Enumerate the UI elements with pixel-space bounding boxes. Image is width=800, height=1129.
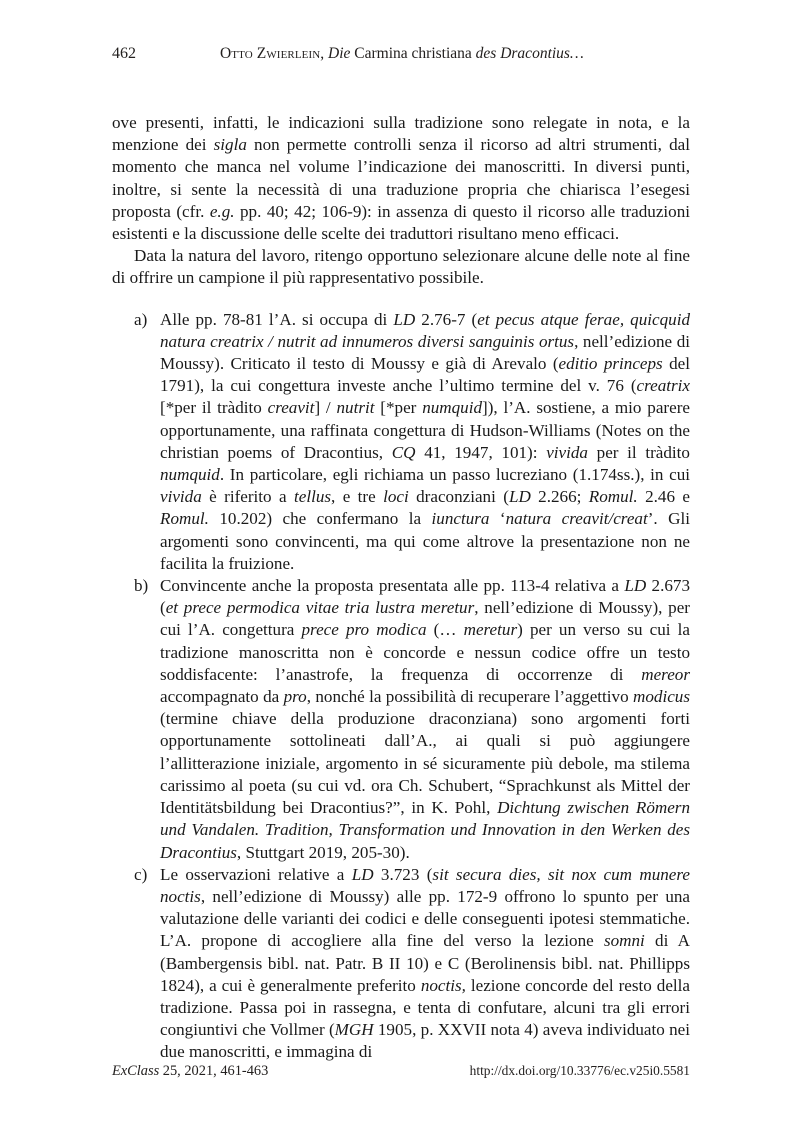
- footer-citation: [112, 1061, 268, 1081]
- list-b-run-12: , nonché la possibilità di recuperare l’aggettivo: [306, 687, 634, 707]
- paragraph-1-run-3: e.g.: [209, 201, 235, 221]
- running-head-author: Otto Zwierlein: [220, 45, 321, 62]
- list-a-run-19: numquid: [160, 465, 220, 485]
- list-a-run-35: natura creavit/creat: [505, 509, 648, 529]
- list-a-run-6: del 1791), la cui congettura investe anche l’ultimo termine del v. 76 (: [160, 354, 690, 396]
- list-item-body-c: [160, 864, 690, 1064]
- list-b-run-11: pro: [283, 687, 307, 707]
- list-a-run-2: 2.76-7 (: [415, 309, 478, 329]
- running-head-title-italic-1: Die: [328, 45, 355, 62]
- running-head-title-roman: Carmina christiana: [354, 45, 476, 62]
- body-text-column: [112, 112, 690, 1064]
- list-a-run-32: 10.202) che confermano la: [208, 509, 432, 529]
- list-item-body-a: [160, 309, 690, 575]
- list-b-run-15: Dichtung zwischen Römern und Vandalen. Tradition, Transformation und Innovation in den Werken des Dracontius: [160, 798, 690, 862]
- list-c-run-3: sit secura dies, sit nox cum munere noctis: [160, 864, 690, 906]
- list-a-run-26: draconziani (: [408, 487, 509, 507]
- body-paragraph-1: [112, 112, 690, 245]
- paragraph-1-run-4: pp. 40; 42; 106-9): in assenza di questo il ricorso alle traduzioni esistenti e la discussione delle scelte dei traduttori risultano meno efficaci.: [112, 201, 690, 244]
- list-b-run-14: (termine chiave della produzione draconziana) sono argomenti forti opportunamente sottolineati dall’A., ai quali si può aggiungere l’allitterazione iniziale, argomento in sé sicuramente più debole, ma stilema carissimo al poeta (su cui vd. ora Ch. Schubert, “Sprachkunst als Mittel der Identitätsbildung bei Dracontius?”, in K. Pohl,: [160, 709, 690, 818]
- list-a-run-33: iunctura: [431, 509, 490, 529]
- paragraph-2-run-0: Data la natura del lavoro, ritengo opportuno selezionare alcune delle note al fine di offrire un campione il più rappresentativo possibile.: [112, 246, 690, 288]
- list-a-run-12: [*per: [374, 398, 423, 418]
- list-c-run-7: noctis,: [420, 975, 466, 995]
- list-a-run-17: vivida: [546, 442, 588, 462]
- list-c-run-9: MGH: [334, 1020, 374, 1040]
- lettered-list: [112, 309, 690, 1064]
- list-marker-a: a): [134, 309, 148, 329]
- list-a-run-21: vivida: [160, 487, 202, 507]
- list-a-run-15: CQ: [391, 442, 416, 462]
- list-c-run-1: LD: [351, 864, 374, 884]
- list-item-a: [112, 309, 690, 575]
- list-b-run-9: mereor: [641, 664, 690, 684]
- list-a-run-23: tellus: [293, 487, 332, 507]
- list-b-run-7: meretur: [463, 620, 518, 640]
- list-a-run-28: 2.266;: [530, 487, 589, 507]
- list-item-b: [112, 575, 690, 864]
- list-a-run-3: et pecus atque ferae, quicquid natura creatrix / nutrit ad innumeros diversi sanguinis ortus: [160, 309, 690, 351]
- list-a-run-22: è riferito a: [201, 487, 294, 507]
- list-a-run-8: [*per il tràdito: [160, 398, 268, 418]
- list-a-run-25: loci: [383, 487, 409, 507]
- list-c-run-2: 3.723 (: [373, 864, 433, 884]
- list-c-run-10: 1905, p. XXVII nota 4) aveva individuato nei due manoscritti, e immagina di: [160, 1020, 690, 1062]
- list-item-c: [112, 864, 690, 1064]
- list-b-run-6: (…: [426, 620, 464, 640]
- paragraph-1-run-0: ove presenti, infatti, le indicazioni sulla tradizione sono relegate in nota, e la menzione dei: [112, 113, 690, 155]
- page-footer: [112, 1061, 690, 1081]
- list-b-run-5: prece pro modica: [301, 620, 427, 640]
- paragraph-1-run-2: non permette controlli senza il ricorso ad altri strumenti, dal momento che manca nel volume l’indicazione dei manoscritti. In diversi punti, inoltre, si sente la necessità di una traduzione propria che chiarisca l’esegesi proposta (cfr.: [112, 135, 690, 221]
- list-b-run-16: , Stuttgart 2019, 205-30).: [236, 842, 410, 862]
- paragraph-group: [112, 112, 690, 290]
- list-marker-c: c): [134, 864, 148, 884]
- list-a-run-0: Alle pp. 78-81 l’A. si occupa di: [160, 309, 394, 329]
- paragraph-1-run-1: sigla: [213, 135, 247, 155]
- list-a-run-30: 2.46 e: [637, 487, 690, 507]
- list-a-run-9: creavit: [267, 398, 315, 418]
- list-b-run-1: LD: [624, 576, 647, 596]
- list-a-run-34: ‘: [489, 509, 506, 529]
- list-c-run-6: di A (Bambergensis bibl. nat. Patr. B II 10) e C (Berolinensis bibl. nat. Phillipps 1824), a cui è generalmente preferito: [160, 931, 690, 995]
- list-b-run-13: modicus: [633, 687, 690, 707]
- list-a-run-24: , e tre: [331, 487, 384, 507]
- footer-journal-name: ExClass: [112, 1063, 160, 1079]
- list-b-run-10: accompagnato da: [160, 687, 284, 707]
- list-b-run-4: , nell’edizione di Moussy), per cui l’A. congettura: [160, 598, 690, 640]
- running-head: [112, 42, 690, 66]
- list-a-run-20: . In particolare, egli richiama un passo lucreziano (1.174ss.), in cui: [219, 465, 690, 485]
- list-a-run-36: ’. Gli argomenti sono convincenti, ma qui come altrove la presentazione non ne facilita la fruizione.: [160, 509, 690, 573]
- list-a-run-31: Romul.: [160, 509, 209, 529]
- list-item-body-b: [160, 575, 690, 864]
- list-a-run-5: editio princeps: [558, 354, 663, 374]
- list-a-run-11: nutrit: [336, 398, 375, 418]
- list-a-run-18: per il tràdito: [587, 442, 690, 462]
- list-a-run-7: creatrix: [636, 376, 690, 396]
- list-b-run-0: Convincente anche la proposta presentata alle pp. 113-4 relativa a: [160, 576, 625, 596]
- list-marker-b: b): [134, 576, 149, 596]
- list-a-run-27: LD: [508, 487, 531, 507]
- list-b-run-2: 2.673 (: [160, 576, 691, 618]
- running-head-separator: ,: [320, 45, 329, 62]
- list-b-run-8: ) per un verso su cui la tradizione manoscritta non è concorde e nessun codice offre un testo soddisfacente: l’anastrofe, la frequenza di occorrenze di: [160, 620, 690, 684]
- list-a-run-13: numquid: [422, 398, 483, 418]
- list-c-run-5: somni: [603, 931, 645, 951]
- list-a-run-4: , nell’edizione di Moussy). Criticato il testo di Moussy e già di Arevalo (: [160, 331, 690, 374]
- list-c-run-0: Le osservazioni relative a: [160, 864, 352, 884]
- list-a-run-14: ]), l’A. sostiene, a mio parere opportunamente, una raffinata congettura di Hudson-Williams (Notes on the christian poems of Dracontius,: [160, 398, 690, 462]
- list-c-run-8: lezione concorde del resto della tradizione. Passa poi in rassegna, e tenta di confutare, alcuni tra gli errori congiuntivi che Vollmer (: [160, 975, 690, 1040]
- body-paragraph-2: [112, 245, 690, 289]
- footer-citation-details: 25, 2021, 461-463: [159, 1063, 269, 1079]
- list-b-run-3: et prece permodica vitae tria lustra meretur: [165, 598, 475, 618]
- list-a-run-10: ] /: [314, 398, 337, 418]
- running-head-title-italic-2: des Dracontius…: [475, 45, 584, 62]
- footer-doi-link[interactable]: http://dx.doi.org/10.33776/ec.v25i0.5581: [469, 1063, 690, 1078]
- page-folio-number: 462: [112, 45, 136, 62]
- list-a-run-29: Romul.: [588, 487, 638, 507]
- list-a-run-16: 41, 1947, 101):: [415, 442, 547, 462]
- list-a-run-1: LD: [393, 309, 416, 329]
- list-c-run-4: , nell’edizione di Moussy) alle pp. 172-9 offrono lo spunto per una valutazione delle varianti dei codici e delle conseguenti ipotesi stemmatiche. L’A. propone di accogliere alla fine del verso la lezione: [160, 886, 690, 951]
